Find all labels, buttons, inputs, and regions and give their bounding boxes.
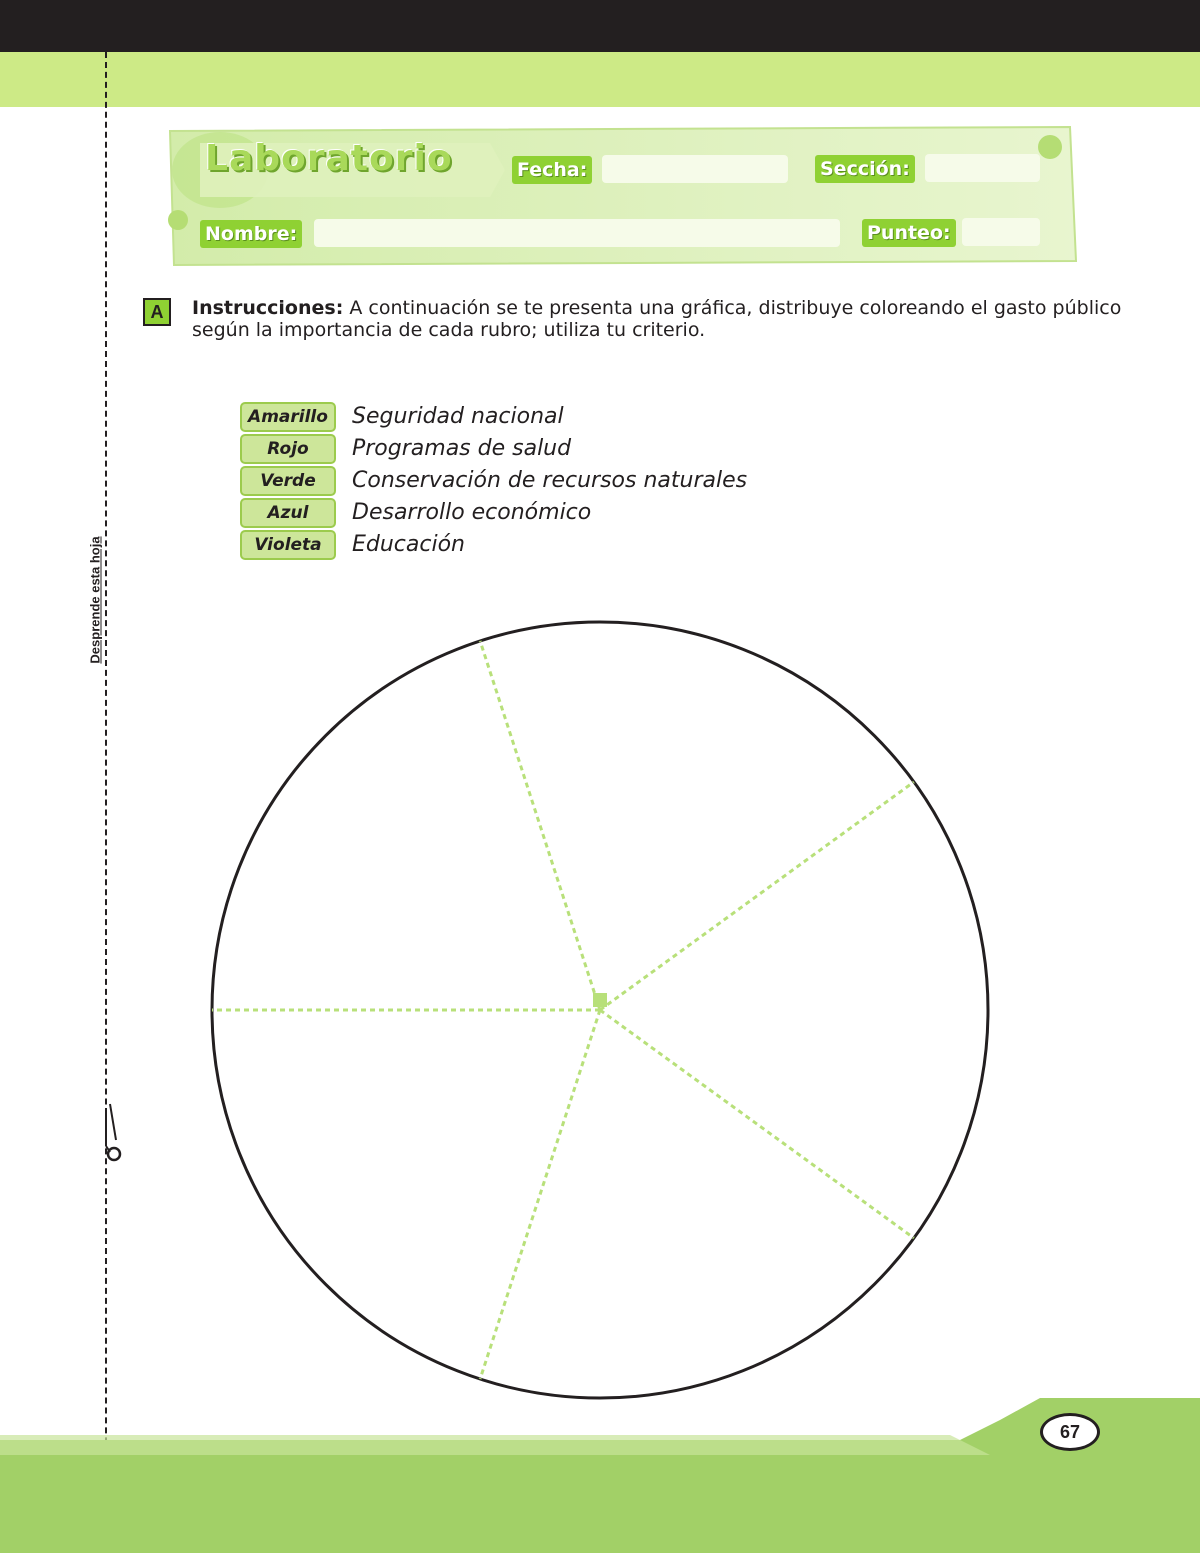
footer-band <box>0 1390 1200 1553</box>
instructions-body: A continuación se te presenta una gráfica, distribuye coloreando el gasto público según la importancia de cada rubro; utiliza tu criterio. <box>192 297 1122 341</box>
legend-swatch: Amarillo <box>240 402 336 432</box>
legend-swatch: Verde <box>240 466 336 496</box>
pie-slice-divider <box>600 1010 914 1238</box>
nombre-label: Nombre: <box>200 220 302 248</box>
section-letter-badge: A <box>143 298 171 326</box>
pie-slice-divider <box>600 782 914 1010</box>
pie-center <box>593 993 607 1007</box>
legend-label: Desarrollo económico <box>352 500 592 525</box>
legend-label: Educación <box>352 532 465 557</box>
legend-label: Conservación de recursos naturales <box>352 468 748 493</box>
legend-swatch: Azul <box>240 498 336 528</box>
pie-slice-divider <box>480 641 600 1010</box>
lab-title: Laboratorio <box>205 138 453 179</box>
page-number: 67 <box>1040 1413 1100 1451</box>
legend-label: Seguridad nacional <box>352 404 564 429</box>
legend-label: Programas de salud <box>352 436 572 461</box>
punteo-label: Punteo: <box>862 219 956 247</box>
legend-swatch: Violeta <box>240 530 336 560</box>
seccion-label: Sección: <box>815 155 915 183</box>
instructions-heading: Instrucciones: <box>192 297 344 319</box>
fecha-label: Fecha: <box>512 156 592 184</box>
pie-slice-divider <box>480 1010 600 1379</box>
cut-instruction: Desprende esta hoja <box>87 536 103 664</box>
legend-swatch: Rojo <box>240 434 336 464</box>
